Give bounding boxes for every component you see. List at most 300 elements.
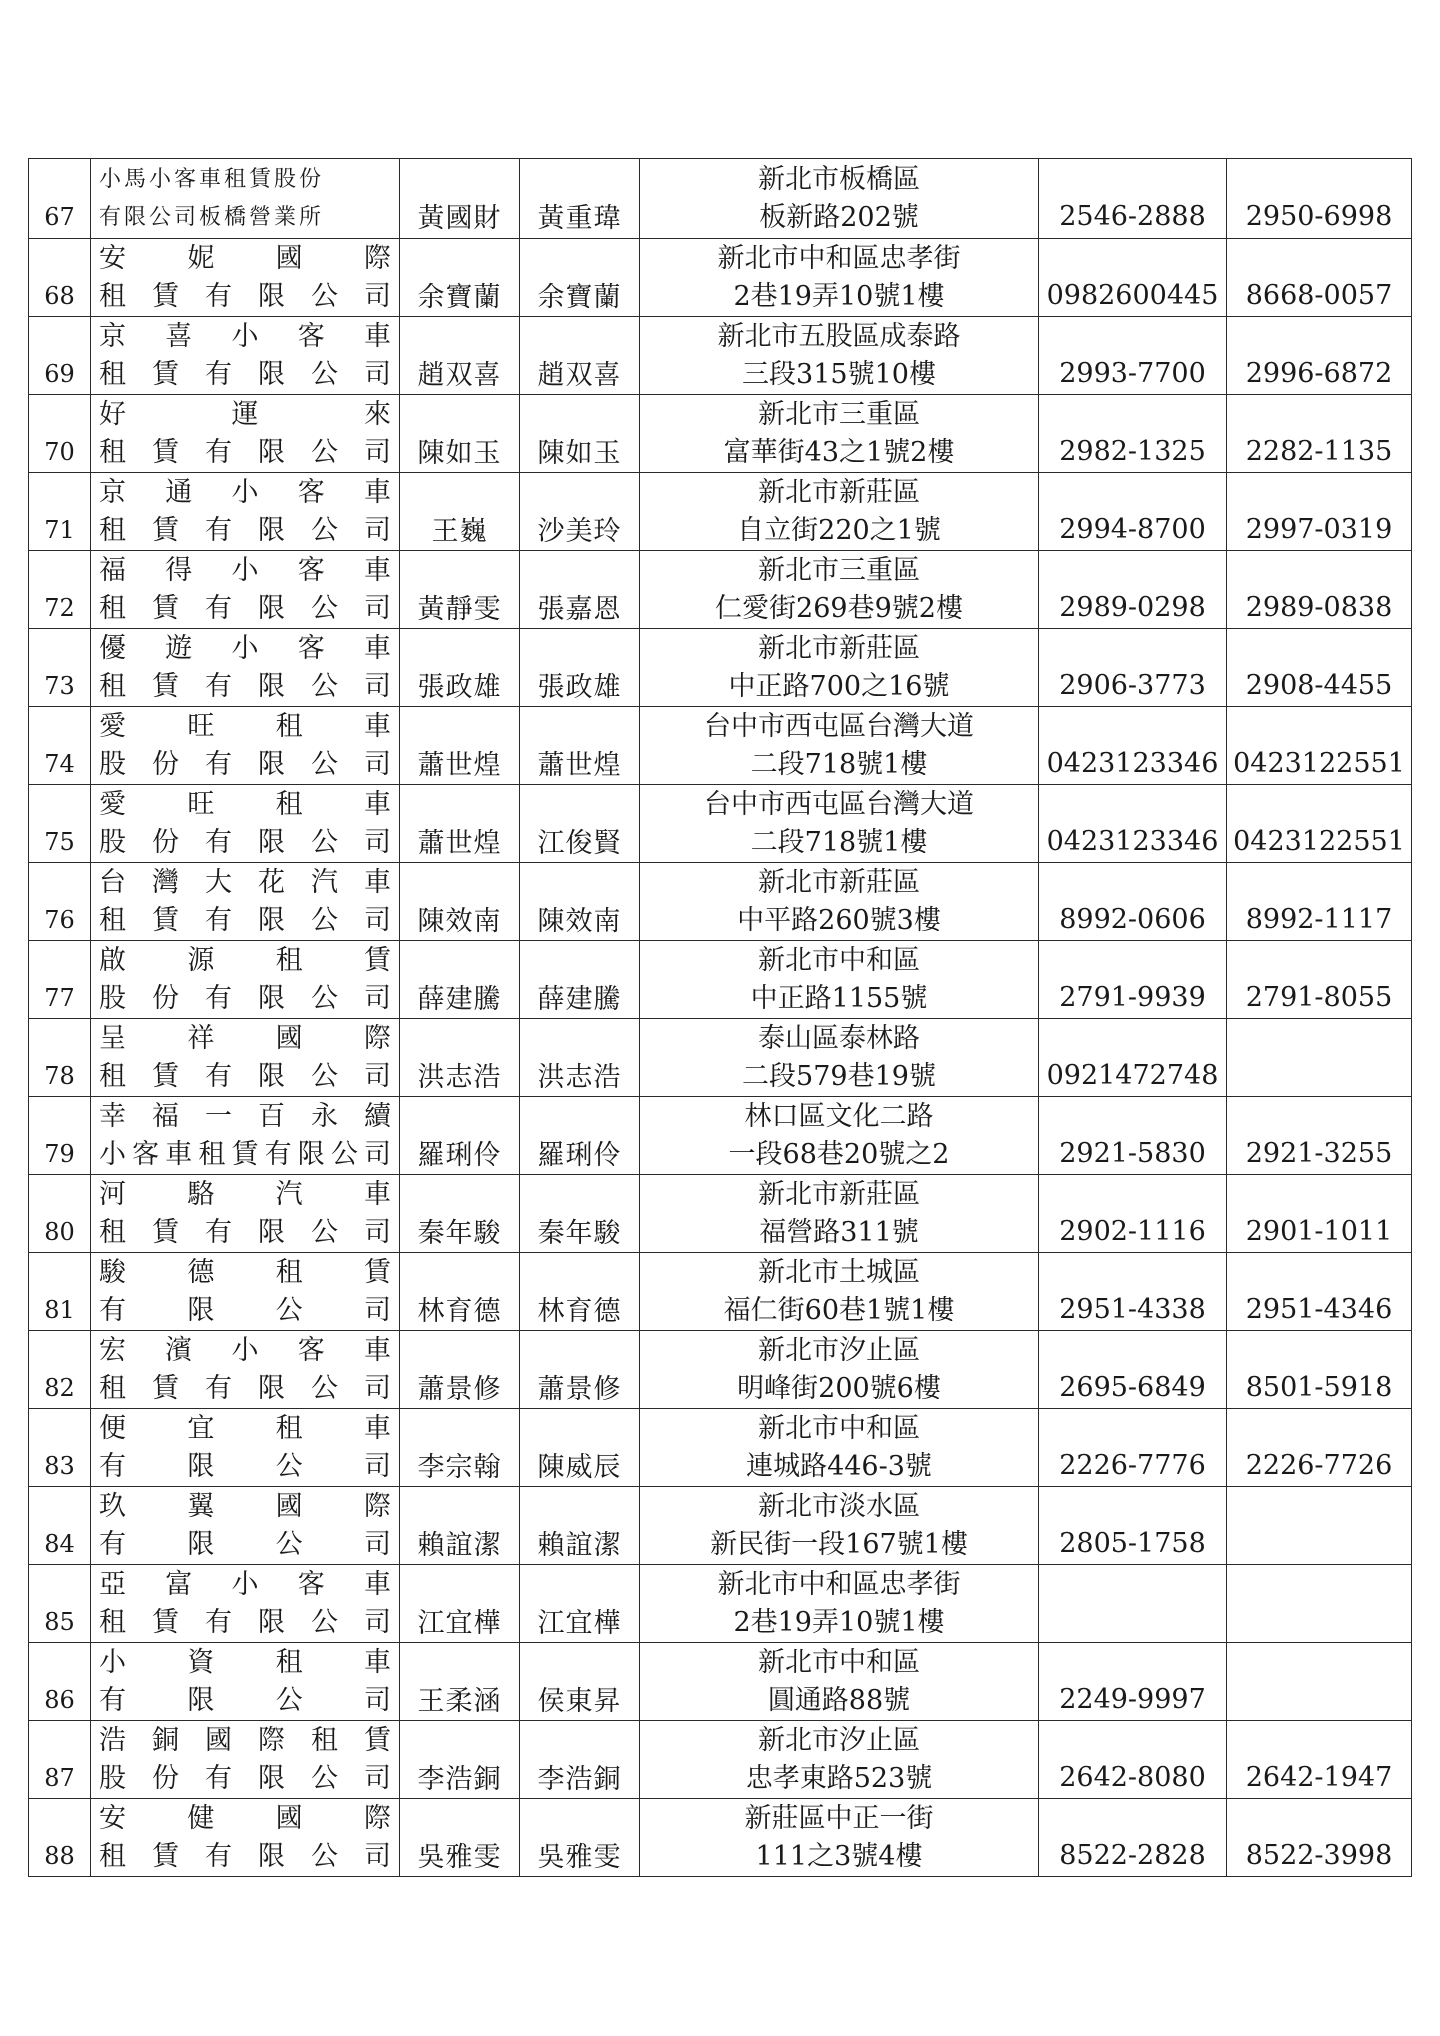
company-name-char: 公	[275, 1450, 303, 1482]
company-name-line	[99, 1370, 391, 1408]
company-name-cell	[91, 1565, 400, 1643]
phone-cell: 2546-2888	[1039, 159, 1227, 239]
company-name-line	[99, 1020, 391, 1058]
manager-cell: 吳雅雯	[520, 1799, 640, 1877]
company-name-cell	[91, 1799, 400, 1877]
fax-cell: 2282-1135	[1227, 395, 1412, 473]
company-name-char: 租	[99, 280, 126, 312]
company-name-char: 小	[99, 1138, 126, 1170]
row-number-cell: 68	[29, 239, 91, 317]
company-name-char: 有	[205, 1840, 232, 1872]
representative-cell: 吳雅雯	[400, 1799, 520, 1877]
address-cell	[640, 395, 1039, 473]
company-name-char: 公	[311, 748, 338, 780]
fax-cell	[1227, 1643, 1412, 1721]
manager-cell: 羅琍伶	[520, 1097, 640, 1175]
phone-cell: 2805-1758	[1039, 1487, 1227, 1565]
representative-cell: 薛建騰	[400, 941, 520, 1019]
row-number-cell: 77	[29, 941, 91, 1019]
manager-cell: 賴誼潔	[520, 1487, 640, 1565]
company-name-line	[99, 746, 391, 784]
address-line: 二段718號1樓	[750, 826, 928, 858]
table-row	[29, 395, 1412, 473]
company-name-char: 公	[311, 982, 338, 1014]
company-name-char: 租	[275, 944, 303, 976]
company-name-char: 愛	[99, 710, 126, 742]
company-name-cell	[91, 1331, 400, 1409]
company-name-cell	[91, 1409, 400, 1487]
company-name-char: 車	[364, 476, 391, 508]
company-name-line	[99, 980, 391, 1018]
company-name-line	[99, 1058, 391, 1096]
company-name-char: 浩	[99, 1724, 126, 1756]
manager-cell: 秦年駿	[520, 1175, 640, 1253]
address-line: 忠孝東路523號	[745, 1762, 933, 1794]
company-name-char: 賃	[152, 670, 179, 702]
table-row	[29, 1643, 1412, 1721]
fax-cell: 2951-4346	[1227, 1253, 1412, 1331]
representative-cell: 蕭景修	[400, 1331, 520, 1409]
fax-cell: 2908-4455	[1227, 629, 1412, 707]
table-row	[29, 1097, 1412, 1175]
company-name-char: 有	[99, 1684, 126, 1716]
company-name-char: 公	[275, 1294, 303, 1326]
company-name-char: 司	[364, 904, 391, 936]
company-name-line	[99, 1566, 391, 1604]
address-line: 板新路202號	[759, 201, 919, 233]
company-name-line	[99, 824, 391, 862]
company-name-char: 租	[99, 1216, 126, 1248]
company-name-char: 股	[99, 1762, 126, 1794]
address-line: 中正路700之16號	[728, 670, 950, 702]
table-row	[29, 785, 1412, 863]
company-name-char: 京	[99, 320, 126, 352]
company-name-char: 國	[205, 1724, 232, 1756]
address-cell	[640, 1409, 1039, 1487]
company-name-char: 賃	[152, 436, 179, 468]
company-name-char: 限	[187, 1528, 215, 1560]
company-name-char: 賃	[152, 358, 179, 390]
row-number-cell: 82	[29, 1331, 91, 1409]
company-name-char: 有	[264, 1138, 292, 1170]
representative-cell: 李宗翰	[400, 1409, 520, 1487]
company-name-char: 灣	[152, 866, 179, 898]
company-name-char: 便	[99, 1412, 126, 1444]
company-name-char: 份	[152, 826, 179, 858]
company-name-char: 司	[364, 1372, 391, 1404]
company-name-char: 有	[205, 826, 232, 858]
company-name-char: 銅	[152, 1724, 179, 1756]
company-name-line	[99, 1760, 391, 1798]
company-name-char: 司	[364, 748, 391, 780]
phone-cell: 0921472748	[1039, 1019, 1227, 1097]
company-name-char: 小	[231, 476, 259, 508]
company-name-cell	[91, 551, 400, 629]
address-cell	[640, 1487, 1039, 1565]
company-name-char: 司	[364, 358, 391, 390]
company-name-char: 司	[363, 1294, 391, 1326]
company-name-char: 限	[258, 592, 285, 624]
company-name-char: 股	[99, 826, 126, 858]
fax-cell: 8522-3998	[1227, 1799, 1412, 1877]
company-name-line	[99, 1838, 391, 1876]
address-line: 自立街220之1號	[737, 514, 941, 546]
company-name-char: 國	[275, 242, 303, 274]
company-name-char: 小	[99, 1646, 126, 1678]
company-name-char: 有	[205, 358, 232, 390]
company-name-char: 國	[275, 1490, 303, 1522]
address-line: 新北市板橋區	[758, 163, 920, 195]
company-name-char: 玖	[99, 1490, 126, 1522]
table-row	[29, 1721, 1412, 1799]
phone-cell: 8522-2828	[1039, 1799, 1227, 1877]
company-name-cell	[91, 629, 400, 707]
company-name-line	[99, 1488, 391, 1526]
company-name-char: 租	[99, 1060, 126, 1092]
company-name-char: 賃	[152, 1216, 179, 1248]
company-name-cell	[91, 941, 400, 1019]
company-name-char: 公	[311, 1372, 338, 1404]
row-number-cell: 87	[29, 1721, 91, 1799]
company-name-line	[99, 1604, 391, 1642]
company-name-line	[99, 552, 391, 590]
fax-cell: 2997-0319	[1227, 473, 1412, 551]
address-cell	[640, 159, 1039, 239]
company-name-char: 安	[99, 1802, 126, 1834]
address-line: 新北市中和區	[758, 1412, 920, 1444]
company-name-char: 司	[364, 436, 391, 468]
company-name-line	[99, 1176, 391, 1214]
company-name-line: 小馬小客車租賃股份	[99, 166, 325, 192]
fax-cell: 2989-0838	[1227, 551, 1412, 629]
phone-cell: 2989-0298	[1039, 551, 1227, 629]
company-name-char: 有	[99, 1450, 126, 1482]
company-name-cell	[91, 785, 400, 863]
company-name-char: 續	[364, 1100, 391, 1132]
table-row	[29, 629, 1412, 707]
company-name-char: 司	[364, 1606, 391, 1638]
company-name-char: 有	[205, 1060, 232, 1092]
company-name-cell	[91, 395, 400, 473]
phone-cell: 0982600445	[1039, 239, 1227, 317]
company-name-char: 旺	[187, 710, 215, 742]
phone-cell	[1039, 1565, 1227, 1643]
company-name-cell	[91, 473, 400, 551]
manager-cell: 林育德	[520, 1253, 640, 1331]
manager-cell: 蕭世煌	[520, 707, 640, 785]
company-name-char: 啟	[99, 944, 126, 976]
company-name-char: 有	[99, 1294, 126, 1326]
representative-cell: 余寶蘭	[400, 239, 520, 317]
company-name-char: 限	[258, 904, 285, 936]
company-name-char: 旺	[187, 788, 215, 820]
company-name-char: 車	[363, 710, 391, 742]
address-line: 新北市中和區	[758, 1646, 920, 1678]
address-line: 林口區文化二路	[744, 1100, 934, 1132]
company-name-char: 有	[205, 1372, 232, 1404]
company-name-char: 祥	[187, 1022, 215, 1054]
company-name-char: 運	[231, 398, 259, 430]
company-name-char: 資	[187, 1646, 215, 1678]
company-name-char: 賃	[152, 280, 179, 312]
company-name-line	[99, 1136, 391, 1174]
company-name-char: 限	[258, 1762, 285, 1794]
company-name-char: 車	[364, 320, 391, 352]
manager-cell: 張政雄	[520, 629, 640, 707]
company-name-char: 妮	[187, 242, 215, 274]
company-name-line	[99, 1448, 391, 1486]
company-name-char: 濱	[165, 1334, 193, 1366]
company-name-char: 公	[311, 1606, 338, 1638]
address-cell	[640, 1253, 1039, 1331]
company-name-char: 租	[275, 1412, 303, 1444]
address-line: 福仁街60巷1號1樓	[723, 1294, 955, 1326]
fax-cell	[1227, 1487, 1412, 1565]
representative-cell: 王柔涵	[400, 1643, 520, 1721]
manager-cell: 陳威辰	[520, 1409, 640, 1487]
table-row	[29, 941, 1412, 1019]
fax-cell: 2791-8055	[1227, 941, 1412, 1019]
phone-cell: 2791-9939	[1039, 941, 1227, 1019]
company-name-char: 呈	[99, 1022, 126, 1054]
address-line: 新北市汐止區	[758, 1334, 920, 1366]
company-name-char: 司	[364, 592, 391, 624]
company-name-char: 小	[231, 632, 259, 664]
company-name-char: 車	[363, 1646, 391, 1678]
address-line: 仁愛街269巷9號2樓	[715, 592, 963, 624]
company-name-line	[99, 1644, 391, 1682]
company-name-char: 限	[258, 436, 285, 468]
company-name-char: 司	[363, 1528, 391, 1560]
company-name-line	[99, 1800, 391, 1838]
company-name-char: 租	[99, 436, 126, 468]
representative-cell: 賴誼潔	[400, 1487, 520, 1565]
table-row	[29, 551, 1412, 629]
company-name-line	[99, 240, 391, 278]
company-name-line	[99, 1332, 391, 1370]
company-name-line	[99, 708, 391, 746]
company-name-char: 賃	[152, 1840, 179, 1872]
company-name-char: 客	[297, 1334, 325, 1366]
company-name-line	[99, 318, 391, 356]
row-number-cell: 81	[29, 1253, 91, 1331]
company-name-char: 賃	[152, 1060, 179, 1092]
row-number-cell: 75	[29, 785, 91, 863]
row-number-cell: 69	[29, 317, 91, 395]
company-name-char: 租	[99, 904, 126, 936]
fax-cell: 0423122551	[1227, 707, 1412, 785]
company-name-char: 司	[364, 1762, 391, 1794]
row-number-cell: 79	[29, 1097, 91, 1175]
company-name-line	[99, 864, 391, 902]
manager-cell: 黃重瑋	[520, 159, 640, 239]
company-name-char: 汽	[275, 1178, 303, 1210]
address-cell	[640, 1721, 1039, 1799]
address-cell	[640, 1565, 1039, 1643]
company-name-char: 福	[152, 1100, 179, 1132]
address-line: 新北市三重區	[758, 554, 920, 586]
company-name-char: 限	[258, 1372, 285, 1404]
company-name-line	[99, 1254, 391, 1292]
manager-cell: 余寶蘭	[520, 239, 640, 317]
address-cell	[640, 317, 1039, 395]
address-cell	[640, 1799, 1039, 1877]
company-name-char: 公	[311, 826, 338, 858]
company-name-line	[99, 1410, 391, 1448]
company-name-char: 京	[99, 476, 126, 508]
address-cell	[640, 1331, 1039, 1409]
address-line: 新北市新莊區	[758, 1178, 920, 1210]
table-row	[29, 1331, 1412, 1409]
company-name-line	[99, 278, 391, 316]
address-cell	[640, 707, 1039, 785]
company-name-char: 租	[275, 1256, 303, 1288]
company-name-char: 租	[275, 710, 303, 742]
company-name-line	[99, 902, 391, 940]
manager-cell: 張嘉恩	[520, 551, 640, 629]
representative-cell: 秦年駿	[400, 1175, 520, 1253]
address-line: 新莊區中正一街	[744, 1802, 934, 1834]
company-name-cell	[91, 317, 400, 395]
representative-cell: 黃靜雯	[400, 551, 520, 629]
company-name-char: 租	[99, 1372, 126, 1404]
company-name-cell	[91, 159, 400, 239]
company-name-char: 租	[99, 1840, 126, 1872]
company-name-char: 限	[258, 280, 285, 312]
address-line: 台中市西屯區台灣大道	[704, 710, 974, 742]
company-name-cell	[91, 1253, 400, 1331]
company-name-char: 賃	[152, 514, 179, 546]
company-name-char: 司	[364, 1216, 391, 1248]
phone-cell: 2906-3773	[1039, 629, 1227, 707]
representative-cell: 王巍	[400, 473, 520, 551]
phone-cell: 2951-4338	[1039, 1253, 1227, 1331]
company-name-char: 司	[363, 1684, 391, 1716]
representative-cell: 李浩銅	[400, 1721, 520, 1799]
company-name-char: 限	[258, 826, 285, 858]
company-name-line	[99, 630, 391, 668]
row-number-cell: 88	[29, 1799, 91, 1877]
table-row	[29, 1019, 1412, 1097]
manager-cell: 薛建騰	[520, 941, 640, 1019]
manager-cell: 蕭景修	[520, 1331, 640, 1409]
company-name-cell	[91, 707, 400, 785]
company-name-char: 有	[99, 1528, 126, 1560]
manager-cell: 陳如玉	[520, 395, 640, 473]
address-line: 2巷19弄10號1樓	[733, 280, 945, 312]
representative-cell: 林育德	[400, 1253, 520, 1331]
representative-cell: 洪志浩	[400, 1019, 520, 1097]
company-name-char: 國	[275, 1802, 303, 1834]
company-name-cell	[91, 1175, 400, 1253]
phone-cell: 2902-1116	[1039, 1175, 1227, 1253]
address-line: 111之3號4樓	[755, 1840, 923, 1872]
phone-cell: 2994-8700	[1039, 473, 1227, 551]
company-name-char: 福	[99, 554, 126, 586]
manager-cell: 李浩銅	[520, 1721, 640, 1799]
company-name-line	[99, 1722, 391, 1760]
company-name-char: 國	[275, 1022, 303, 1054]
company-name-char: 遊	[165, 632, 193, 664]
company-name-char: 通	[165, 476, 193, 508]
company-name-char: 健	[187, 1802, 215, 1834]
company-name-char: 有	[205, 982, 232, 1014]
company-name-line	[99, 474, 391, 512]
fax-cell: 2226-7726	[1227, 1409, 1412, 1487]
company-name-line: 有限公司板橋營業所	[99, 204, 325, 230]
address-line: 新北市新莊區	[758, 866, 920, 898]
company-name-char: 際	[258, 1724, 285, 1756]
fax-cell: 2950-6998	[1227, 159, 1412, 239]
company-name-char: 車	[165, 1138, 193, 1170]
table-row	[29, 1487, 1412, 1565]
phone-cell: 2982-1325	[1039, 395, 1227, 473]
company-name-char: 客	[297, 632, 325, 664]
address-line: 二段718號1樓	[750, 748, 928, 780]
company-name-char: 賃	[231, 1138, 259, 1170]
company-name-char: 限	[187, 1294, 215, 1326]
address-line: 連城路446-3號	[746, 1450, 932, 1482]
row-number-cell: 80	[29, 1175, 91, 1253]
company-name-line	[99, 668, 391, 706]
company-name-char: 限	[258, 748, 285, 780]
table-row	[29, 1565, 1412, 1643]
company-name-char: 翼	[187, 1490, 215, 1522]
row-number-cell: 67	[29, 159, 91, 239]
company-name-char: 公	[311, 1840, 338, 1872]
company-name-char: 限	[258, 982, 285, 1014]
phone-cell: 2695-6849	[1039, 1331, 1227, 1409]
company-name-char: 股	[99, 748, 126, 780]
company-name-char: 限	[297, 1138, 325, 1170]
company-name-char: 限	[258, 1216, 285, 1248]
company-name-line	[99, 396, 391, 434]
company-name-char: 大	[205, 866, 232, 898]
address-cell	[640, 239, 1039, 317]
company-name-char: 駿	[99, 1256, 126, 1288]
company-name-char: 限	[258, 1060, 285, 1092]
company-name-char: 份	[152, 748, 179, 780]
company-name-char: 限	[187, 1450, 215, 1482]
phone-cell: 2993-7700	[1039, 317, 1227, 395]
company-name-line	[99, 512, 391, 550]
company-name-char: 永	[311, 1100, 338, 1132]
table-row	[29, 707, 1412, 785]
fax-cell: 0423122551	[1227, 785, 1412, 863]
phone-cell: 2642-8080	[1039, 1721, 1227, 1799]
fax-cell: 2921-3255	[1227, 1097, 1412, 1175]
company-name-char: 花	[258, 866, 285, 898]
company-name-char: 司	[364, 670, 391, 702]
manager-cell: 趙双喜	[520, 317, 640, 395]
company-name-char: 好	[99, 398, 126, 430]
company-name-cell	[91, 1643, 400, 1721]
company-name-char: 客	[297, 1568, 325, 1600]
address-line: 中正路1155號	[750, 982, 928, 1014]
company-name-char: 際	[363, 1490, 391, 1522]
address-cell	[640, 551, 1039, 629]
company-name-char: 百	[258, 1100, 285, 1132]
company-name-char: 限	[258, 1606, 285, 1638]
company-name-char: 公	[275, 1684, 303, 1716]
company-name-line	[99, 786, 391, 824]
row-number-cell: 72	[29, 551, 91, 629]
company-name-char: 愛	[99, 788, 126, 820]
address-line: 新北市三重區	[758, 398, 920, 430]
row-number-cell: 73	[29, 629, 91, 707]
row-number-cell: 71	[29, 473, 91, 551]
company-name-char: 富	[165, 1568, 193, 1600]
